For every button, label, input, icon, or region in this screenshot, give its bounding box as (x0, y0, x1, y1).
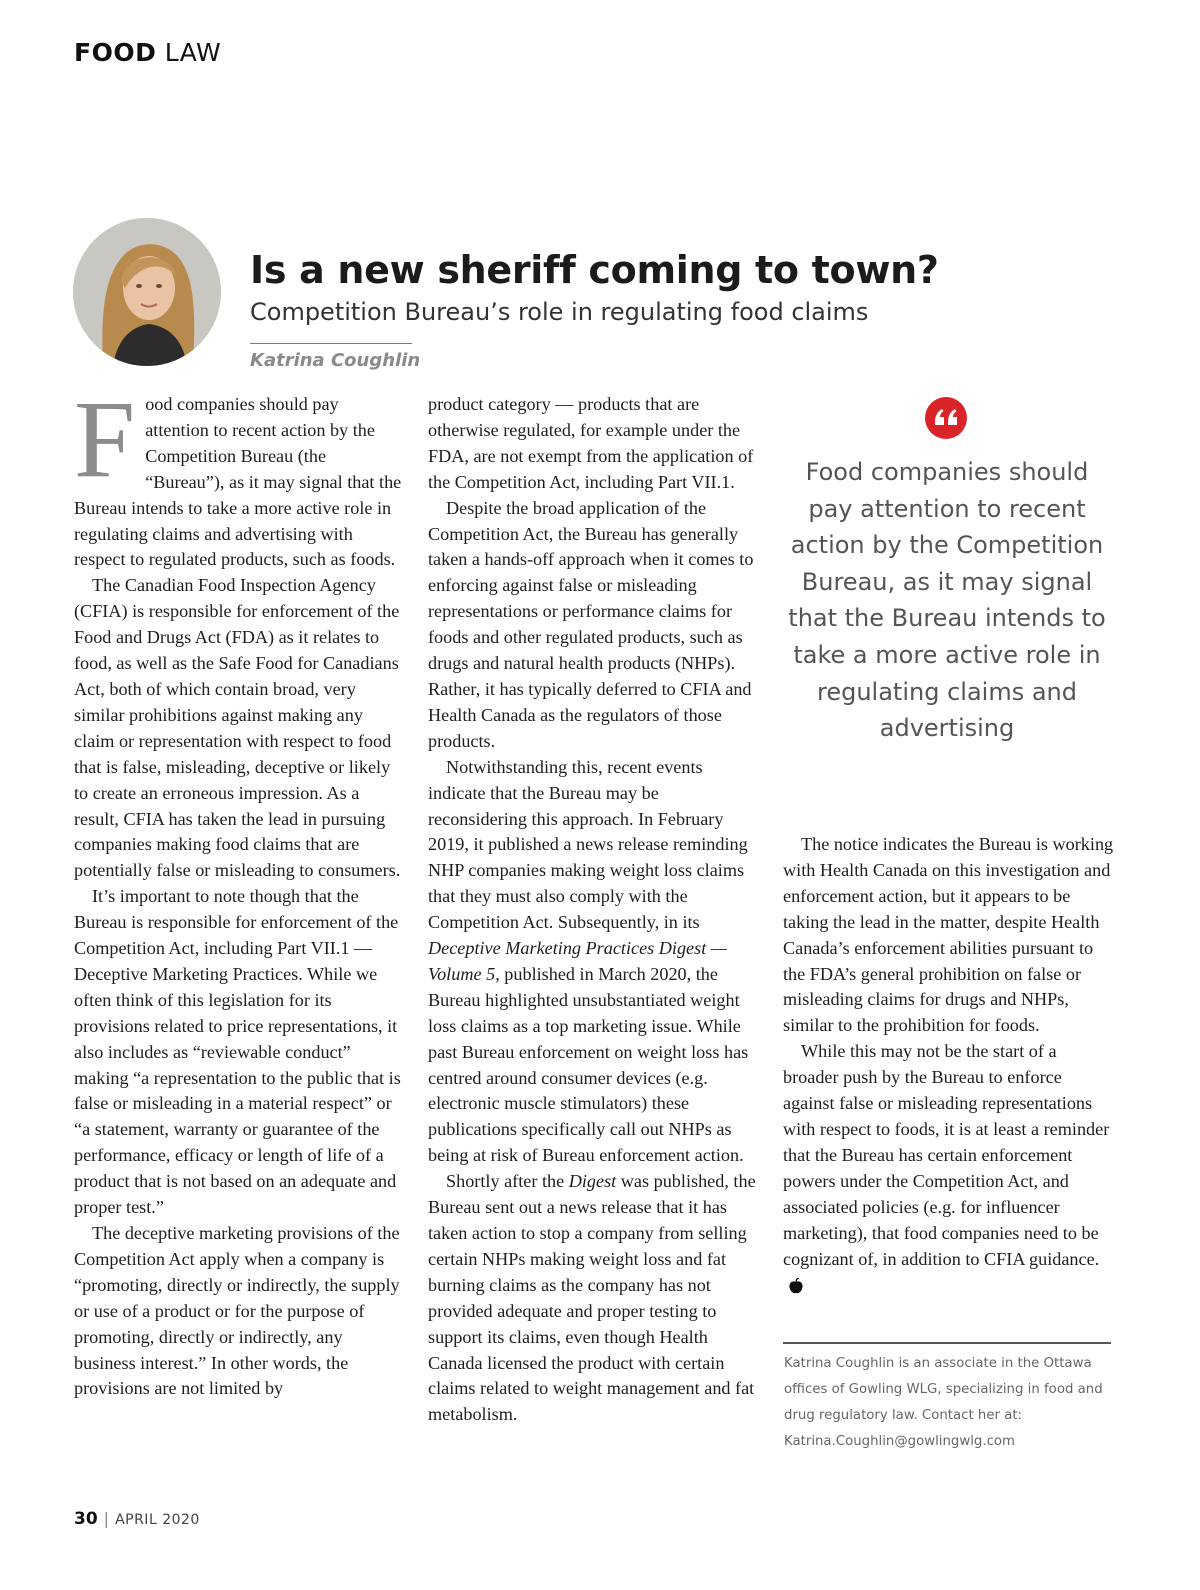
author-bio: Katrina Coughlin is an associate in the Ottawa offices of Gowling WLG, specializing in food and drug regulatory law. Contact her at: Katrina.Coughlin@gowlingwlg.com (784, 1356, 1103, 1449)
paragraph (783, 1039, 1115, 1298)
page-footer (74, 1509, 200, 1529)
apple-icon (789, 1278, 803, 1294)
paragraph-text: was published, the Bureau sent out a news release that it has taken action to stop a company from selling certain NHPs making weight loss and fat burning claims as the company has not provided adequate and proper testing to support its claims, even though Health Canada licensed the product with certain claims related to weight management and fat metabolism. (428, 1171, 756, 1425)
drop-cap: F (74, 378, 136, 500)
bio-divider (783, 1342, 1111, 1344)
quote-mark-icon (924, 396, 968, 440)
paragraph-text: , published in March 2020, the Bureau highlighted unsubstantiated weight loss claims as a top marketing issue. While past Bureau enforcement on weight loss has centred around consumer devices (e.g. electronic muscle stimulators) these publications specifically call out NHPs as being at risk of Bureau enforcement action. (428, 963, 749, 1166)
issue-date: APRIL 2020 (115, 1512, 200, 1528)
article-title: Is a new sheriff coming to town? (250, 248, 939, 292)
publication-title: Digest (568, 1171, 617, 1192)
paragraph-text: ood companies should pay attention to recent action by the Competition Bureau (the “Bureau”), as it may signal that the Bureau intends to take a more active role in regulating claims and advertising with respect to regulated products, such as foods. (74, 394, 402, 570)
paragraph (428, 755, 760, 1170)
paragraph-text: While this may not be the start of a broader push by the Bureau to enforce against false or misleading representations with respect to foods, it is at least a reminder that the Bureau has certain enforcement powers under the Competition Act, and associated policies (e.g. for influencer marketing), that food companies need to be cognizant of, in addition to CFIA guidance. (783, 1041, 1110, 1269)
article-subtitle: Competition Bureau’s role in regulating food claims (250, 298, 869, 326)
footer-separator: | (103, 1509, 110, 1528)
paragraph: The notice indicates the Bureau is working with Health Canada on this investigation and enforcement action, but it appears to be taking the lead in the matter, despite Health Canada’s enforcement abilities pursuant to the FDA’s general prohibition on false or misleading claims for drugs and NHPs, similar to the prohibition for foods. (783, 834, 1114, 1036)
paragraph: The deceptive marketing provisions of the Competition Act apply when a company is “promoting, directly or indirectly, the supply or use of a product or for the purpose of promoting, directly or indirectly, any business interest.” In other words, the provisions are not limited by (74, 1223, 400, 1399)
body-column-2 (428, 392, 760, 1428)
body-column-3 (783, 832, 1115, 1298)
section-label-light: LAW (164, 38, 222, 67)
body-column-1 (74, 378, 406, 1402)
pull-quote: Food companies should pay attention to recent action by the Competition Bureau, as it may signal that the Bureau intends to take a more active role in regulating claims and advertising (788, 458, 1106, 743)
page-number: 30 (74, 1509, 98, 1529)
paragraph (428, 1169, 760, 1428)
paragraph-text: Shortly after the (446, 1171, 569, 1192)
publication-title: Deceptive Marketing Practices Digest — Volume 5 (428, 938, 727, 984)
paragraph: The Canadian Food Inspection Agency (CFIA) is responsible for enforcement of the Food and Drugs Act (FDA) as it relates to food, as well as the Safe Food for Canadians Act, both of which contain broad, very similar prohibitions against making any claim or representation with respect to food that is false, misleading, deceptive or likely to create an erroneous impression. As a result, CFIA has taken the lead in pursuing companies making food claims that are potentially false or misleading to consumers. (74, 575, 401, 881)
paragraph (74, 378, 406, 573)
section-label (74, 38, 221, 67)
paragraph: product category — products that are otherwise regulated, for example under the FDA, are not exempt from the application of the Competition Act, including Part VII.1. (428, 394, 754, 492)
paragraph-text: Notwithstanding this, recent events indicate that the Bureau may be reconsidering this approach. In February 2019, it published a news release reminding NHP companies making weight loss claims that they must also comply with the Competition Act. Subsequently, in its (428, 756, 748, 933)
section-label-bold: FOOD (74, 38, 157, 67)
byline-divider (250, 343, 412, 344)
author-photo (73, 218, 221, 366)
author-byline: Katrina Coughlin (250, 350, 421, 371)
paragraph: It’s important to note though that the Bureau is responsible for enforcement of the Competition Act, including Part VII.1 — Deceptive Marketing Practices. While we often think of this legislation for its provisions related to price representations, it also includes as “reviewable conduct” making “a representation to the public that is false or misleading in a material respect” or “a statement, warranty or guarantee of the performance, efficacy or length of life of a product that is not based on an adequate and proper test.” (74, 886, 401, 1218)
paragraph: Despite the broad application of the Competition Act, the Bureau has generally taken a hands-off approach when it comes to enforcing against false or misleading representations or performance claims for foods and other regulated products, such as drugs and natural health products (NHPs). Rather, it has typically deferred to CFIA and Health Canada as the regulators of those products. (428, 497, 754, 751)
